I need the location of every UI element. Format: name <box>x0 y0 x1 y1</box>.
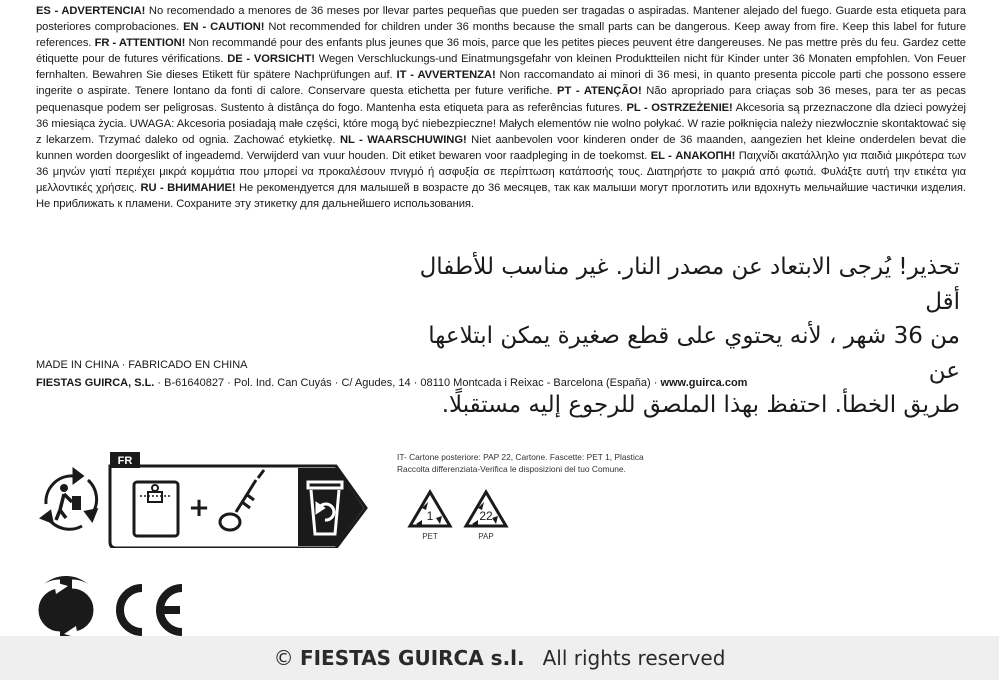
triman-icon <box>42 470 97 529</box>
plus-sign: + <box>188 493 210 523</box>
footer-rights: All rights reserved <box>542 646 726 670</box>
arabic-warning <box>400 250 960 423</box>
warning-fr: FR - ATTENTION! Non recommandé pour des enfants plus jeunes que 36 mois, parce que les petites pieces peuvent étre dangereuses. Ne pas mettre près du feu. Gardez cette étiquette pour de futures vérifications. <box>36 37 966 66</box>
company-name: FIESTAS GUIRCA, S.L. <box>36 377 155 389</box>
warning-pl: PL - OSTRZEŻENIE! Akcesoria są przeznaczone dla dzieci powyżej 36 miesiąca życia. UWAGA: Akcesoria posiadają małe części, które mogą być niebezpieczne! Małych elementów nie wolno połykać. W razie połknięcia należy niezwłocznie skontaktować się z lekarzem. Trzymać daleko od ognia. Zachować etykietkę. <box>36 101 966 146</box>
pap-label: PAP <box>478 532 494 541</box>
warning-de: DE - VORSICHT! Wegen Verschluckungs-und Einatmungsgefahr von kleinen Produktteilen nicht für Kinder unter 36 Monaten empfohlen. Von Feuer fernhalten. Bewahren Sie dieses Etikett für spätere Nachprüfungen auf. <box>36 53 966 82</box>
it-disposal-info <box>397 452 697 475</box>
wire-icon <box>220 470 264 530</box>
packaging-icon <box>134 482 178 536</box>
copyright-text: © FIESTAS GUIRCA s.l. <box>273 646 525 670</box>
warning-pt: PT - ATENÇÃO! Não apropriado para criaças sob 36 meses, para ter as pecas pequenasque podem ser peligrosas. Sustento à distânça do fogo. Mantenha esta etiqueta para as referências futures. <box>36 85 966 114</box>
recycling-info-block <box>36 452 368 548</box>
it-disposal-line: IT- Cartone posteriore: PAP 22, Cartone. Fascette: PET 1, Plastica <box>397 452 644 462</box>
warning-el: EL - ΑΝΑΚΟΠΗ! Παιχνίδι ακατάλληλο για παιδιά μικρότερα των 36 μηνών γιατί περιέχει μικρά κομμάτια που μπορεί να προκαλέσουν πνιγμό ή ασφυξία σε περίπτωση κατάποσής τους. Διατηρήστε το μακριά από φωτιά. Φυλάξτε αυτή την ετικέτα για μελλοντικές χρήσεις. <box>36 149 966 195</box>
company-details: · B-61640827 · Pol. Ind. Can Cuyás · C/ Agudes, 14 · 08110 Montcada i Reixac - Barcelona (España) · <box>154 377 661 389</box>
pet-number: 1 <box>426 509 434 523</box>
warning-ru: RU - ВНИМАНИЕ! Не рекомендуется для малышей в возрасте до 36 месяцев, так как малыши могут проглотить или вдохнуть мельчайшие частички изделия. Не приближать к пламени. Сохраните эту этикетку для дальнейшего использования. <box>36 182 966 211</box>
safety-warnings <box>36 3 966 212</box>
company-website[interactable]: www.guirca.com <box>660 377 748 389</box>
pap-recycling-symbol <box>462 488 510 542</box>
arabic-line: طريق الخطأ. احتفظ بهذا الملصق للرجوع إليه مستقبلًا. <box>441 392 960 418</box>
green-dot-icon <box>32 576 100 644</box>
company-info <box>36 375 747 391</box>
warning-nl: NL - WAARSCHUWING! Niet aanbevolen voor kinderen onder de 36 maanden, aangezien het kleine onderdelen bevat die kunnen worden doorgeslikt of ingeademd. Verwijderd van vuur houden. Dit etiket bewaren voor raadpleging in de toekomst. <box>36 133 966 162</box>
fr-tag: FR <box>117 455 133 467</box>
footer-bar <box>0 636 999 680</box>
arabic-line: تحذير! يُرجى الابتعاد عن مصدر النار. غير مناسب للأطفال أقل <box>419 254 960 315</box>
pet-label: PET <box>422 532 438 541</box>
warning-es: ES - ADVERTENCIA! No recomendado a menores de 36 meses por llevar partes pequeñas que pueden ser tragadas o aspiradas. Mantener alejado del fuego. Guarde esta etiqueta para posteriores comprobaciones. <box>36 5 966 34</box>
footer-company: FIESTAS GUIRCA s.l. <box>299 646 525 670</box>
ce-mark-icon <box>120 588 182 632</box>
it-disposal-line: Raccolta differenziata-Verifica le disposizioni del tuo Comune. <box>397 463 626 474</box>
arabic-line: من 36 شهر ، لأنه يحتوي على قطع صغيرة يمكن ابتلاعها عن <box>428 323 960 384</box>
warning-en: EN - CAUTION! Not recommended for children under 36 months because the small parts can be dangerous. Keep away from fire. Keep this label for future references. <box>36 21 966 50</box>
pap-number: 22 <box>479 509 493 523</box>
made-in-label: MADE IN CHINA · FABRICADO EN CHINA <box>36 359 248 371</box>
warning-it: IT - AVVERTENZA! Non raccomandato ai minori di 36 mesi, in quanto presenta piccole parti che possono essere ingerite o aspirate. Tenere lontano da fonti di calore. Conservare questa etichetta per future verifiche. <box>36 69 966 98</box>
pet-recycling-symbol <box>406 488 454 542</box>
